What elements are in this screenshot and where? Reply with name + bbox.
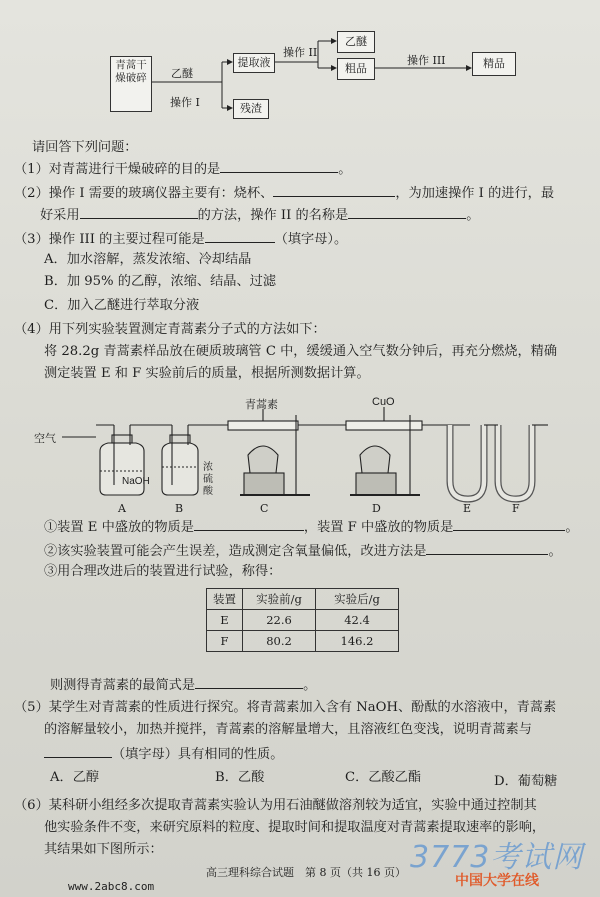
label-c: C [260, 502, 269, 515]
label-f: F [512, 502, 520, 515]
label-a: A [118, 502, 126, 515]
cell-e: E [207, 610, 243, 631]
q6-line3: 其结果如下图所示： [44, 842, 163, 857]
cell-e-before: 22.6 [243, 610, 316, 631]
intro-text: 请回答下列问题： [32, 140, 138, 155]
q5-line2: 的溶解量较小，加热并搅拌，青蒿素的溶解量增大，且溶液红色变浅，说明青蒿素与 [44, 722, 532, 737]
q5-option-d: D．葡萄糖 [494, 774, 558, 789]
watermark-logo: 3773考试网 [410, 840, 584, 875]
label-artemisinin: 青蒿素 [245, 398, 278, 411]
q3-option-c: C．加入乙醚进行萃取分液 [44, 298, 200, 313]
flow-box-extract: 提取液 [233, 53, 275, 73]
sub2: ②该实验装置可能会产生误差，造成测定含氧量偏低，改进方法是 。 [44, 544, 562, 559]
q4-line3: 测定装置 E 和 F 实验前后的质量，根据所测数据计算。 [44, 366, 370, 381]
q6-line1: （6）某科研小组经多次提取青蒿素实验认为用石油醚做溶剂较为适宜，实验中通过控制其 [14, 798, 537, 813]
q3-option-b: B．加 95% 的乙醇，浓缩、结晶、过滤 [44, 274, 277, 289]
mass-table [206, 588, 399, 652]
q1: （1）对青蒿进行干燥破碎的目的是 。 [14, 162, 352, 177]
flow-label-op3: 操作 III [407, 54, 446, 67]
th-before: 实验前/g [243, 589, 316, 610]
sub1: ①装置 E 中盛放的物质是 ，装置 F 中盛放的物质是 。 [44, 520, 579, 535]
flow-box-raw: 青蒿干燥破碎 [110, 56, 152, 112]
q2-line2: 好采用 的方法，操作 II 的名称是 。 [40, 208, 480, 223]
label-e: E [463, 502, 472, 515]
cell-f-before: 80.2 [243, 631, 316, 652]
q6-line2: 他实验条件不变，来研究原料的粒度、提取时间和提取温度对青蒿素提取速率的影响， [44, 820, 546, 835]
label-acid: 浓硫酸 [203, 462, 213, 497]
q5-option-b: B．乙酸 [215, 770, 265, 785]
cell-f-after: 146.2 [316, 631, 399, 652]
flow-box-ether-out: 乙醚 [337, 31, 375, 53]
th-after: 实验后/g [316, 589, 399, 610]
watermark-text: 中国大学在线 [455, 873, 539, 889]
th-device: 装置 [207, 589, 243, 610]
q5-line3: （填字母）具有相同的性质。 [44, 745, 283, 763]
label-naoh: NaOH [122, 476, 150, 487]
q3: （3）操作 III 的主要过程可能是 （填字母）。 [14, 232, 348, 247]
flow-label-op1: 操作 I [170, 96, 200, 109]
label-air: 空气 [34, 432, 56, 445]
cell-f: F [207, 631, 243, 652]
label-d: D [372, 502, 381, 515]
flow-arrows [0, 0, 600, 140]
q4: （4）用下列实验装置测定青蒿素分子式的方法如下： [14, 322, 326, 337]
flow-label-ether: 乙醚 [171, 67, 193, 80]
q5-option-c: C．乙酸乙酯 [345, 770, 422, 785]
sub4: 则测得青蒿素的最简式是 。 [50, 678, 317, 693]
label-b: B [175, 502, 184, 515]
sub3: ③用合理改进后的装置进行试验，称得： [44, 564, 282, 579]
flow-label-op2: 操作 II [283, 46, 318, 59]
flow-box-crude: 粗品 [337, 58, 375, 80]
q4-line2: 将 28.2g 青蒿素样品放在硬质玻璃管 C 中，缓缓通入空气数分钟后，再充分燃烧，精确 [44, 344, 558, 359]
label-cuo: CuO [372, 396, 395, 408]
q5-option-a: A．乙醇 [50, 770, 100, 785]
q2-line1: （2）操作 I 需要的玻璃仪器主要有：烧杯、 ，为加速操作 I 的进行，最 [14, 186, 555, 201]
page-footer: 高三理科综合试题 第 8 页（共 16 页） [206, 866, 406, 879]
apparatus-diagram [0, 395, 600, 520]
q3-option-a: A．加水溶解，蒸发浓缩、冷却结晶 [44, 252, 252, 267]
site-url: www.2abc8.com [68, 880, 155, 893]
flow-box-refined: 精品 [472, 52, 516, 76]
flow-box-residue: 残渣 [233, 99, 269, 119]
q5-line1: （5）某学生对青蒿素的性质进行探究。将青蒿素加入含有 NaOH、酚酞的水溶液中，青蒿素 [14, 700, 557, 715]
cell-e-after: 42.4 [316, 610, 399, 631]
